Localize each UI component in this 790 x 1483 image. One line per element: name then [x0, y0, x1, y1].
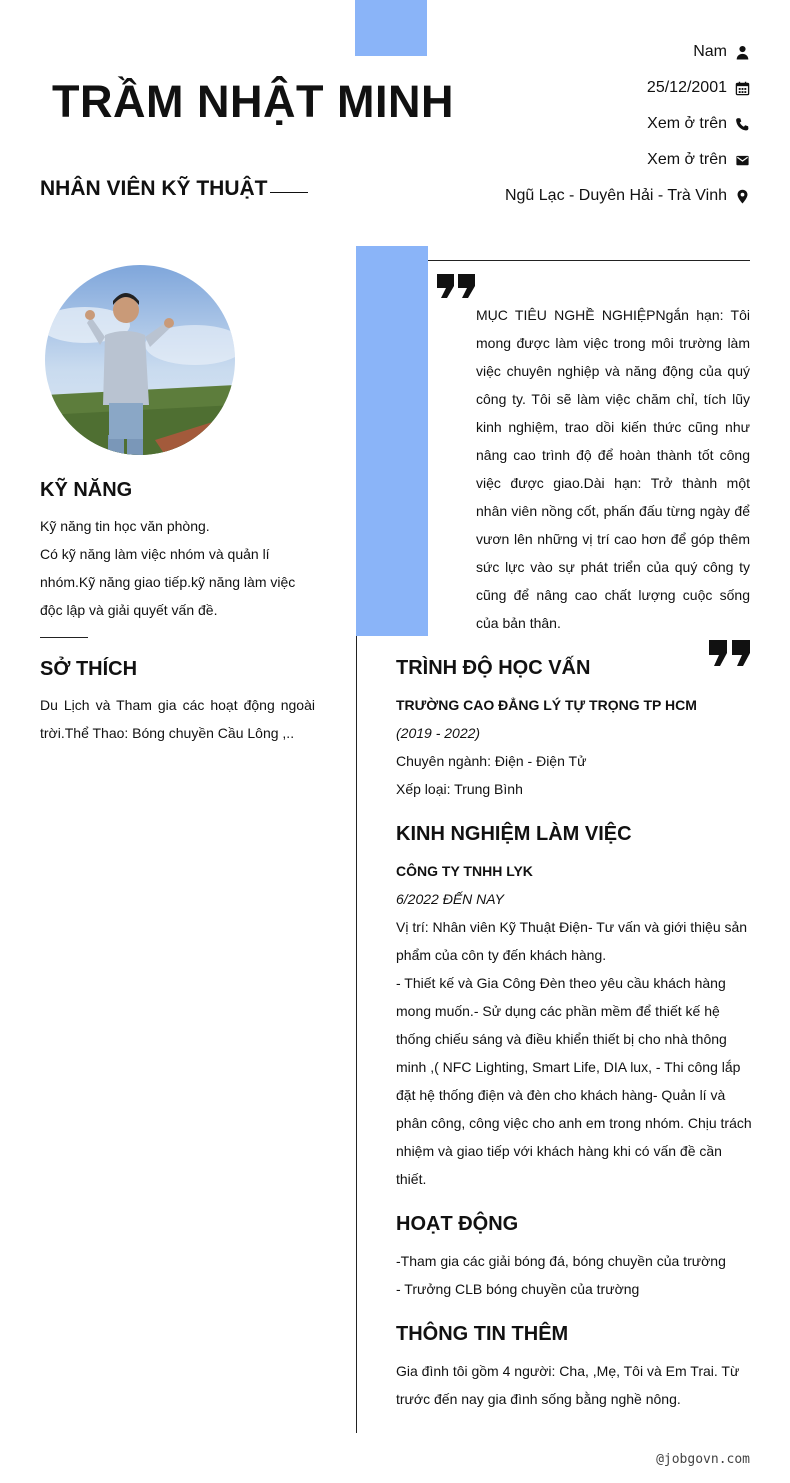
job-title-text: NHÂN VIÊN KỸ THUẬT [40, 177, 268, 200]
contact-email-text: Xem ở trên [647, 151, 727, 168]
activities-list [396, 1247, 752, 1303]
education-details [396, 691, 752, 803]
email-icon [735, 153, 750, 168]
experience-period: 6/2022 ĐẾN NAY [396, 891, 504, 907]
contact-birthday [647, 76, 750, 100]
school-name: TRƯỜNG CAO ĐẲNG LÝ TỰ TRỌNG TP HCM [396, 697, 697, 713]
activities-title: HOẠT ĐỘNG [396, 1213, 519, 1235]
watermark: @jobgovn.com [656, 1452, 750, 1467]
contact-address [505, 184, 750, 208]
skills-divider [40, 637, 88, 638]
hobbies-text: Du Lịch và Tham gia các hoạt động ngoài trời.Thể Thao: Bóng chuyền Cầu Lông ,.. [40, 697, 315, 741]
experience-details [396, 857, 752, 1193]
phone-icon [735, 117, 750, 132]
experience-description: - Thiết kế và Gia Công Đèn theo yêu cầu khách hàng mong muốn.- Sử dụng các phần mềm để thiết kế hệ thống chiếu sáng và điều khiển thiết bị cho nhà thông minh ,( NFC Lighting, Smart Life, DIA lux, - Thi công lắp đặt hệ thống điện và đèn cho khách hàng- Quản lí và phân công, công việc cho anh em trong nhóm. Chịu trách nhiệm và giao tiếp với khách hàng khi có vấn đề cần thiết. [396, 975, 752, 1187]
activity-item: - Trưởng CLB bóng chuyền của trường [396, 1281, 640, 1297]
column-divider [356, 636, 357, 1433]
objective-divider [428, 260, 750, 261]
experience-title: KINH NGHIỆM LÀM VIỆC [396, 823, 632, 845]
location-pin-icon [735, 189, 750, 204]
activity-item: -Tham gia các giải bóng đá, bóng chuyền của trường [396, 1253, 726, 1269]
education-period: (2019 - 2022) [396, 725, 481, 741]
company-name: CÔNG TY TNHH LYK [396, 863, 533, 879]
hobbies-title: SỞ THÍCH [40, 658, 138, 680]
contact-address-text: Ngũ Lạc - Duyên Hải - Trà Vinh [504, 187, 727, 204]
extra-info-title: THÔNG TIN THÊM [396, 1323, 569, 1345]
open-quote-icon [437, 274, 475, 298]
experience-position: Vị trí: Nhân viên Kỹ Thuật Điện- Tư vấn và giới thiệu sản phẩm của côn ty đến khách hàng. [396, 919, 748, 963]
extra-info-text: Gia đình tôi gồm 4 người: Cha, ,Mẹ, Tôi và Em Trai. Từ trước đến nay gia đình sống bằng nghề nông. [396, 1363, 740, 1407]
skills-title: KỸ NĂNG [40, 479, 133, 501]
job-title [40, 174, 308, 204]
education-major: Chuyên ngành: Điện - Điện Tử [396, 753, 587, 769]
career-objective: MỤC TIÊU NGHỀ NGHIỆPNgắn hạn: Tôi mong được làm việc trong môi trường làm việc chuyên nghiệp và năng động của quý công ty. Tôi sẽ làm việc chăm chỉ, tích lũy kinh nghiệm, trao dồi kiến thức cũng như nâng cao trình độ để hoàn thành tốt công việc được giao.Dài hạn: Trở thành một nhân viên nồng cốt, phấn đấu từng ngày để vươn lên những vị trí cao hơn để góp thêm sức lực vào sự phát triển của quý công ty cũng để nâng cao chất lượng cuộc sống của bản thân. [476, 307, 750, 631]
contact-gender-text: Nam [693, 43, 727, 60]
objective-accent-block [356, 246, 428, 636]
top-accent-block [355, 0, 427, 56]
contact-phone-text: Xem ở trên [647, 115, 727, 132]
contact-phone [647, 112, 750, 136]
avatar [45, 265, 235, 455]
contact-email [647, 148, 750, 172]
skills-line: Có kỹ năng làm việc nhóm và quản lí nhóm.Kỹ năng giao tiếp.kỹ năng làm việc độc lập và giải quyết vấn đề. [40, 546, 296, 618]
contact-birthday-text: 25/12/2001 [646, 79, 727, 96]
calendar-icon [735, 81, 750, 96]
skills-list [40, 512, 302, 624]
education-title: TRÌNH ĐỘ HỌC VẤN [396, 657, 591, 679]
title-underline [270, 192, 308, 193]
skills-line: Kỹ năng tin học văn phòng. [40, 518, 210, 534]
person-icon [735, 45, 750, 60]
education-grade: Xếp loại: Trung Bình [396, 781, 523, 797]
contact-gender [693, 40, 750, 64]
candidate-name: TRẦM NHẬT MINH [52, 76, 454, 127]
